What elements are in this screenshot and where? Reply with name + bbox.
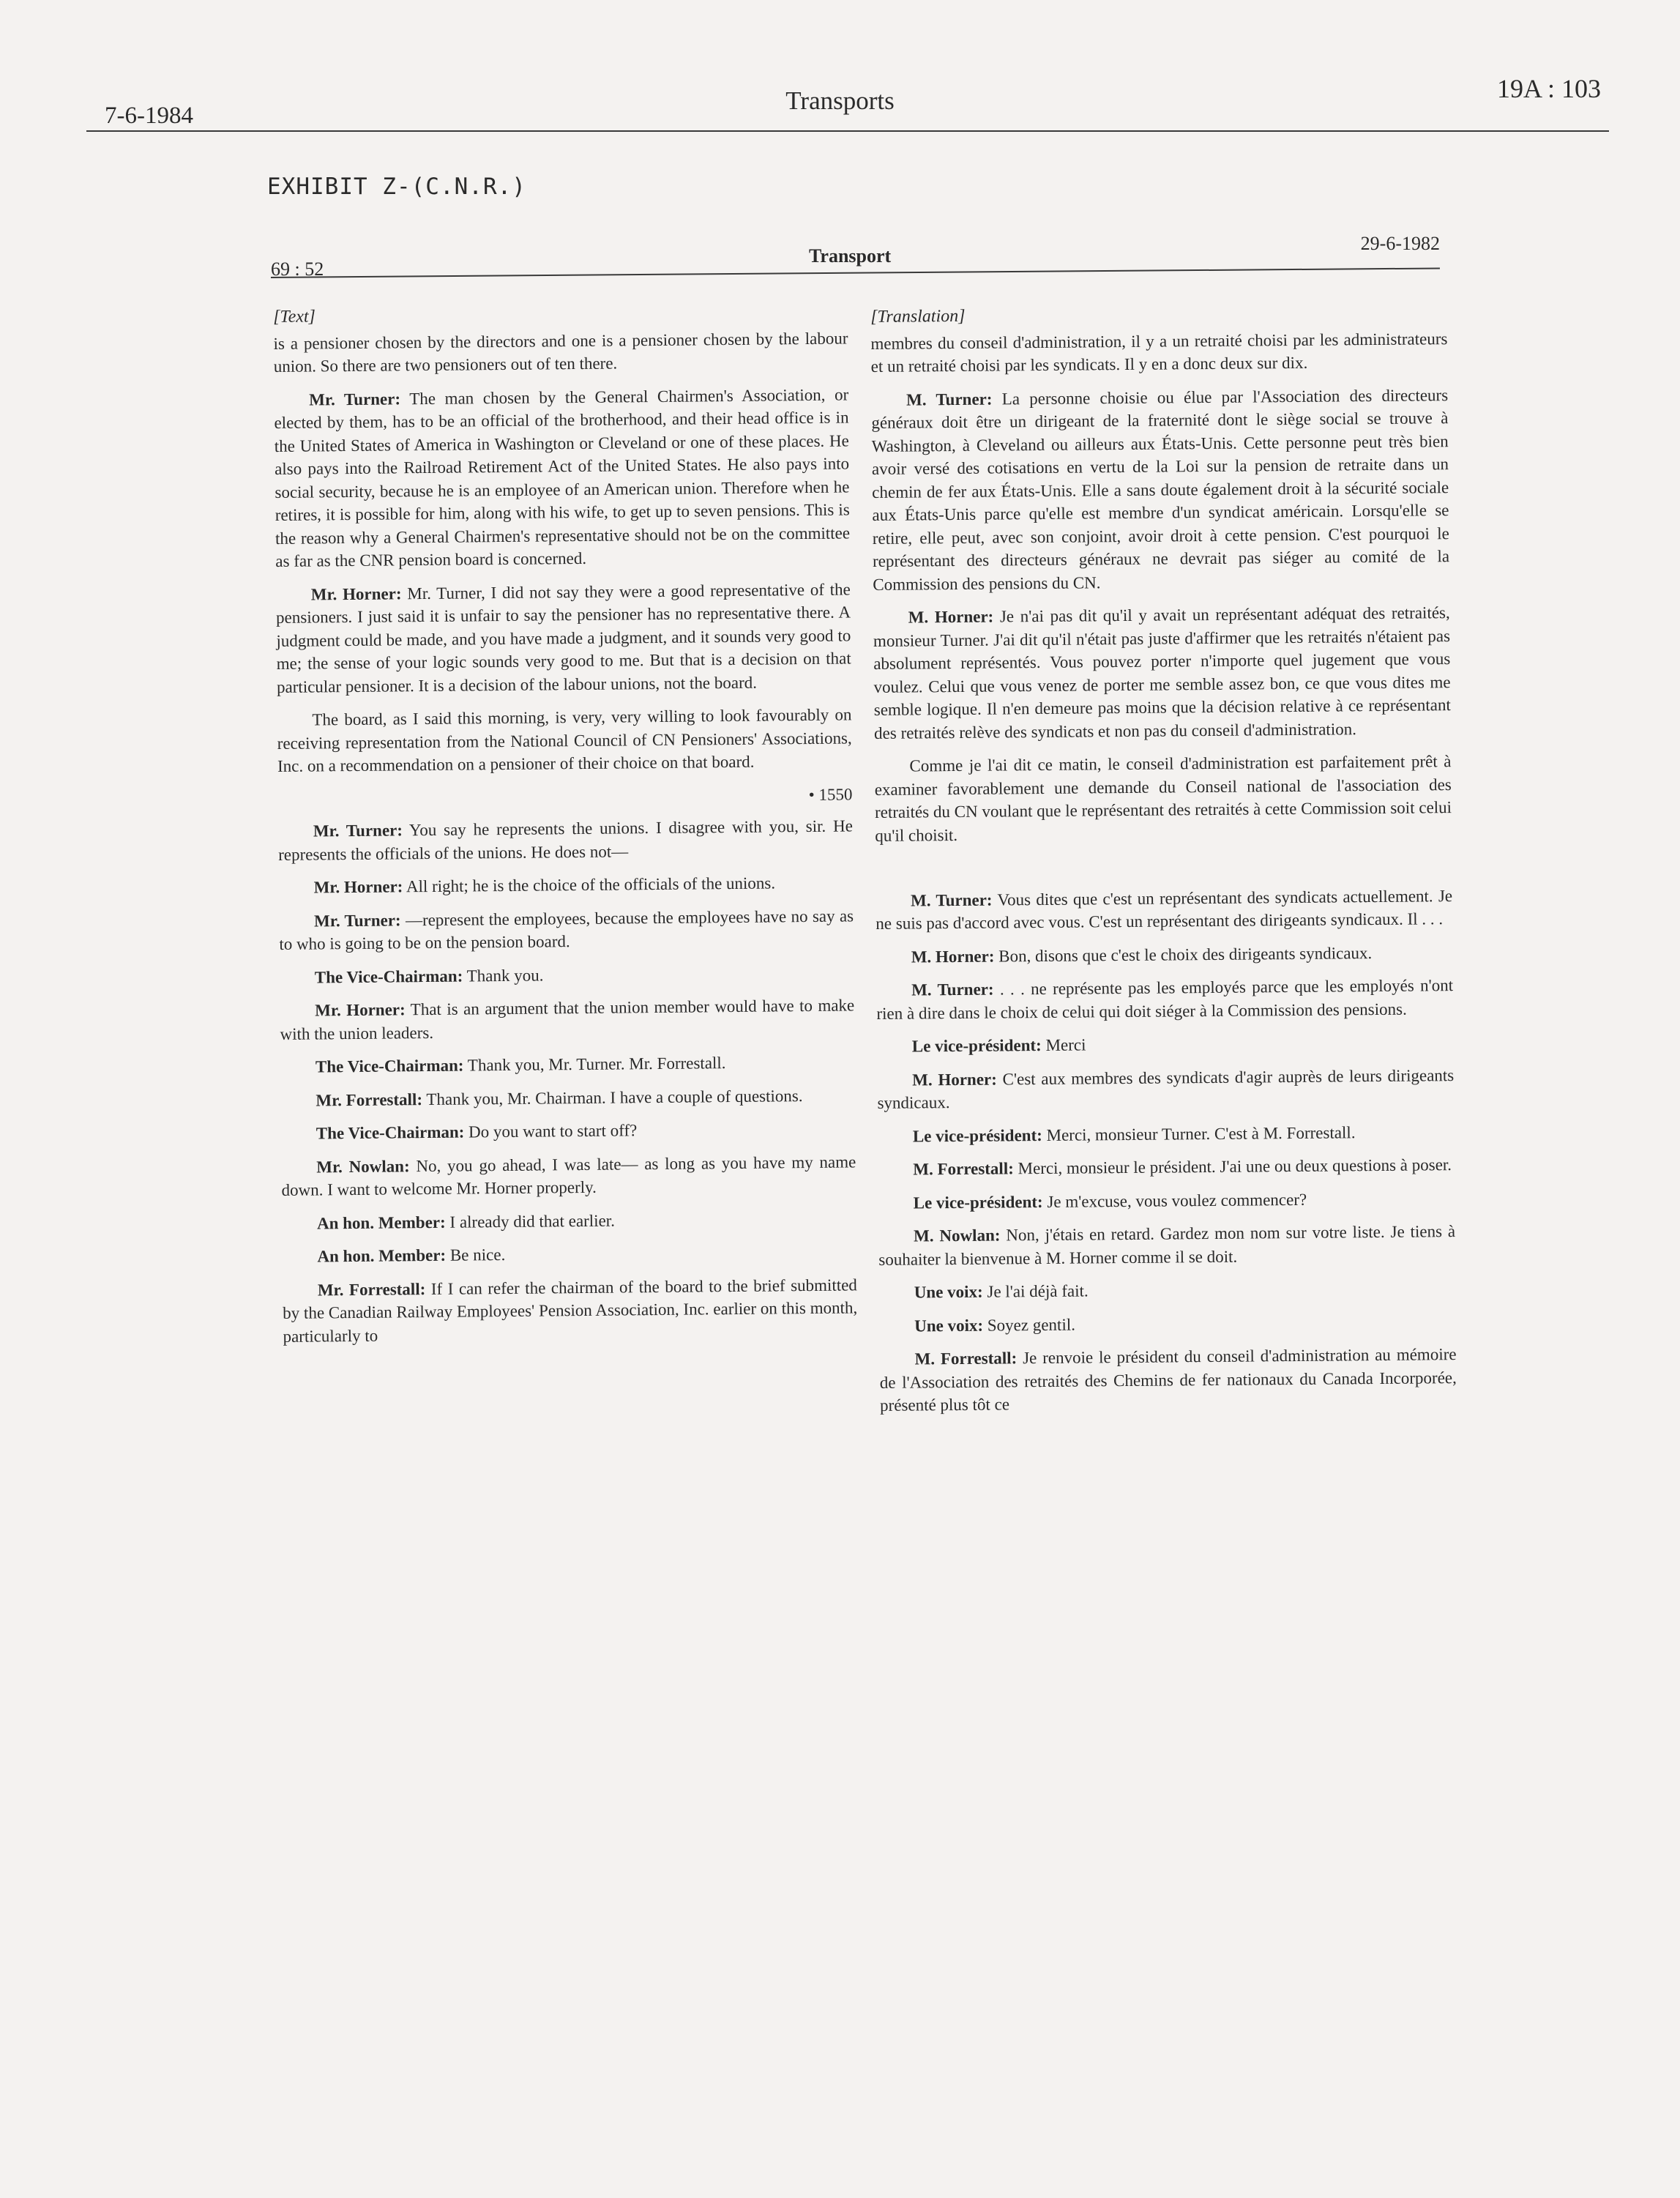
speaker-name: Une voix: [914, 1282, 983, 1302]
speaker-name: M. Horner: [911, 947, 995, 966]
speaker-name: Le vice-président: [911, 1035, 1042, 1056]
transcript-paragraph [870, 327, 1448, 379]
inner-title: Transport [809, 245, 892, 267]
right-paragraphs-2 [876, 884, 1457, 1417]
paragraph-text: Je renvoie le président du conseil d'administration au mémoire de l'Association des retraités des Chemins de fer nationaux du Canada Incorporée, présenté plus tôt ce [879, 1345, 1457, 1415]
inner-date: 29-6-1982 [1360, 233, 1440, 254]
paragraph-text: membres du conseil d'administration, il y a un retraité choisi par les administrateurs et un retraité choisi par les syndicats. Il y en a donc deux sur dix. [870, 329, 1448, 376]
column-label: [Translation] [870, 306, 966, 327]
transcript-paragraph [879, 1276, 1456, 1304]
transcript-paragraph [282, 1207, 856, 1235]
transcript-paragraph [280, 961, 854, 989]
transcript-paragraph [282, 1240, 856, 1268]
transcript-paragraph [280, 1050, 855, 1078]
speaker-name: M. Forrestall: [913, 1159, 1014, 1179]
paragraph-text: I already did that earlier. [449, 1211, 615, 1232]
transcript-paragraph [877, 1064, 1455, 1115]
paragraph-text: All right; he is the choice of the officials of the unions. [406, 873, 776, 896]
transcript-paragraph [871, 384, 1449, 596]
left-column-english [273, 300, 858, 1357]
exhibit-label: EXHIBIT Z-(C.N.R.) [267, 174, 526, 200]
paragraph-text: Vous dites que c'est un représentant des syndicats actuellement. Je ne suis pas d'accord avec vous. C'est un représentant des dirigeants syndicaux. Il . . . [876, 886, 1453, 933]
right-paragraphs [870, 327, 1452, 847]
transcript-paragraph [878, 1120, 1455, 1148]
paragraph-text: Je m'excuse, vous voulez commencer? [1047, 1190, 1307, 1211]
paragraph-text: The board, as I said this morning, is very, very willing to look favourably on receiving representation from the National Council of CN Pensioners' Associations, Inc. on a recommendation on a pensioner of their choice on that board. [277, 705, 852, 775]
speaker-name: M. Horner: [908, 607, 994, 627]
paragraph-text: —represent the employees, because the employees have no say as to who is going to be on the pension board. [279, 906, 854, 953]
paragraph-text: Bon, disons que c'est le choix des dirigeants syndicaux. [998, 943, 1373, 966]
speaker-name: M. Horner: [912, 1070, 997, 1089]
transcript-paragraph [277, 703, 852, 778]
paragraph-text: Je l'ai déjà fait. [987, 1281, 1089, 1301]
speaker-name: The Vice-Chairman: [316, 1122, 465, 1143]
paragraph-text: You say he represents the unions. I disagree with you, sir. He represents the officials of the unions. He does not— [278, 816, 853, 864]
speaker-name: Le vice-président: [913, 1192, 1043, 1212]
speaker-name: M. Turner: [910, 890, 993, 910]
transcript-paragraph [283, 1273, 858, 1348]
speaker-name: M. Forrestall: [914, 1349, 1018, 1368]
paragraph-text: Soyez gentil. [987, 1315, 1076, 1335]
transcript-paragraph [278, 871, 853, 899]
transcript-paragraph [878, 1187, 1455, 1215]
speaker-name: Mr. Nowlan: [316, 1156, 410, 1176]
left-paragraphs [273, 327, 852, 778]
transcript-paragraph [874, 750, 1452, 847]
speaker-name: The Vice-Chairman: [314, 966, 463, 986]
paragraph-text: Thank you, Mr. Chairman. I have a couple of questions. [426, 1086, 803, 1109]
speaker-name: Mr. Forrestall: [316, 1089, 423, 1109]
transcript-paragraph [873, 601, 1452, 745]
paragraph-text: C'est aux membres des syndicats d'agir auprès de leurs dirigeants syndicaux. [877, 1065, 1455, 1112]
transcript-paragraph [278, 814, 854, 866]
inner-header-rule [271, 267, 1440, 278]
transcript-paragraph [876, 941, 1453, 969]
transcript-paragraph [280, 1084, 855, 1112]
transcript-paragraph [276, 578, 851, 698]
paragraph-text: Non, j'étais en retard. Gardez mon nom sur votre liste. Je tiens à souhaiter la bienvenue à M. Horner comme il se doit. [878, 1222, 1456, 1269]
transcript-paragraph [878, 1220, 1456, 1271]
transcript-paragraph [879, 1343, 1457, 1417]
paragraph-text: Comme je l'ai dit ce matin, le conseil d'administration est parfaitement prêt à examiner favorablement une demande du Conseil national de l'association des retraités du CN voulant que le représentant des retraités à cette Commission soit celui qu'il choisit. [874, 752, 1452, 845]
transcript-paragraph [280, 994, 855, 1046]
paragraph-text: Be nice. [449, 1245, 506, 1264]
left-paragraphs-2 [278, 814, 858, 1348]
paragraph-text: La personne choisie ou élue par l'Association des directeurs généraux doit être un dirigeant de la fraternité dont le siège social se trouve à Washington, à Cleveland ou ailleurs aux États-Unis. Cette personne peut très bien avoir versé des cotisations en vertu de la Loi sur la pension de retraite dans un chemin de fer aux États-Unis. Elle a sans doute également droit à la sécurité sociale aux États-Unis parce qu'elle est membre d'un syndicat américain. Lorsqu'elle se retire, elle peut, avec son conjoint, avoir droit à cette pension. C'est pourquoi le représentant des directeurs généraux ne devrait pas siéger au comité de la Commission des pensions du CN. [871, 385, 1450, 594]
speaker-name: Mr. Turner: [309, 389, 401, 409]
speaker-name: Mr. Horner: [310, 584, 402, 604]
paragraph-text: If I can refer the chairman of the board to the brief submitted by the Canadian Railway Employees' Pension Association, Inc. earlier on this month, particularly to [283, 1275, 858, 1346]
speaker-name: An hon. Member: [316, 1212, 446, 1232]
outer-page-number: 19A : 103 [1496, 74, 1601, 103]
transcript-paragraph [281, 1150, 856, 1202]
paragraph-text: . . . ne représente pas les employés parce que les employés n'ont rien à dire dans le choix de celui qui doit siéger à la Commission des pensions. [876, 976, 1454, 1023]
inner-page-ref: 69 : 52 [271, 258, 324, 280]
speaker-name: M. Nowlan: [913, 1226, 1001, 1245]
paragraph-text: Merci [1045, 1035, 1086, 1054]
paragraph-text: Thank you. [466, 965, 544, 986]
speaker-name: The Vice-Chairman: [315, 1056, 464, 1076]
transcript-paragraph [273, 327, 848, 379]
paragraph-text: Merci, monsieur le président. J'ai une ou deux questions à poser. [1018, 1155, 1452, 1178]
speaker-name: Une voix: [914, 1316, 984, 1335]
right-column-french [870, 301, 1457, 1427]
speaker-name: Mr. Turner: [313, 821, 403, 841]
transcript-paragraph [878, 1153, 1455, 1181]
transcript-paragraph [281, 1117, 856, 1145]
time-marker: • 1550 [808, 784, 853, 804]
speaker-name: An hon. Member: [317, 1245, 447, 1266]
transcript-paragraph [879, 1310, 1456, 1338]
paragraph-text: No, you go ahead, I was late— as long as you have my name down. I want to welcome Mr. Horner properly. [281, 1152, 856, 1199]
speaker-name: Mr. Horner: [313, 877, 403, 897]
speaker-name: Mr. Forrestall: [317, 1279, 426, 1299]
outer-title: Transports [785, 86, 895, 115]
speaker-name: Mr. Turner: [313, 910, 401, 930]
speaker-name: M. Turner: [906, 390, 993, 409]
paragraph-text: That is an argument that the union member would have to make with the union leaders. [280, 996, 855, 1043]
paragraph-text: Thank you, Mr. Turner. Mr. Forrestall. [467, 1054, 726, 1075]
speaker-name: Le vice-président: [912, 1125, 1042, 1146]
speaker-name: Mr. Horner: [315, 1000, 406, 1020]
paragraph-text: The man chosen by the General Chairmen's Association, or elected by them, has to be an official of the brotherhood, and their head office is in the United States of America in Washington or Cleveland or one of these places. He also pays into the Railroad Retirement Act of the United States. He also pays into social security, because he is an employee of an American union. Therefore when he retires, it is possible for him, along with his wife, to get up to seven pensions. This is the reason why a General Chairmen's representative should not be on the committee as far as the CNR pension board is concerned. [274, 384, 851, 570]
marker-spacer [876, 852, 1452, 880]
column-label: [Text] [273, 307, 316, 327]
outer-header-rule [86, 130, 1609, 132]
speaker-name: M. Turner: [911, 980, 994, 999]
transcript-paragraph [876, 974, 1454, 1025]
outer-date: 7-6-1984 [105, 103, 193, 129]
paragraph-text: Mr. Turner, I did not say they were a good representative of the pensioners. I just said it is unfair to say the pensioner has no representative there. A judgment could be made, and you have made a judgment, and it sounds very good to me; the sense of your logic sounds very good to me. But that is a decision on that particular pensioner. It is a decision of the labour unions, not the board. [275, 579, 851, 696]
transcript-paragraph [876, 884, 1453, 936]
paragraph-text: Je n'ai pas dit qu'il y avait un représentant adéquat des retraités, monsieur Turner. J'ai dit qu'il n'était pas juste d'affirmer que les retraités n'étaient pas absolument représentés. Vous pouvez porter n'importe quel jugement que vous voulez. Celui que vous venez de porter me semble assez bon, ce que vous dites me semble logique. Il n'en demeure pas moins que la décision relative à ce représentant des retraités relève des syndicats et non pas du conseil d'administration. [873, 603, 1451, 742]
paragraph-text: is a pensioner chosen by the directors and one is a pensioner chosen by the labour union. So there are two pensioners out of ten there. [273, 328, 848, 376]
transcript-paragraph [279, 904, 854, 956]
paragraph-text: Merci, monsieur Turner. C'est à M. Forrestall. [1046, 1122, 1356, 1144]
paragraph-text: Do you want to start off? [468, 1121, 638, 1141]
transcript-paragraph [274, 383, 850, 573]
transcript-paragraph [877, 1030, 1454, 1058]
